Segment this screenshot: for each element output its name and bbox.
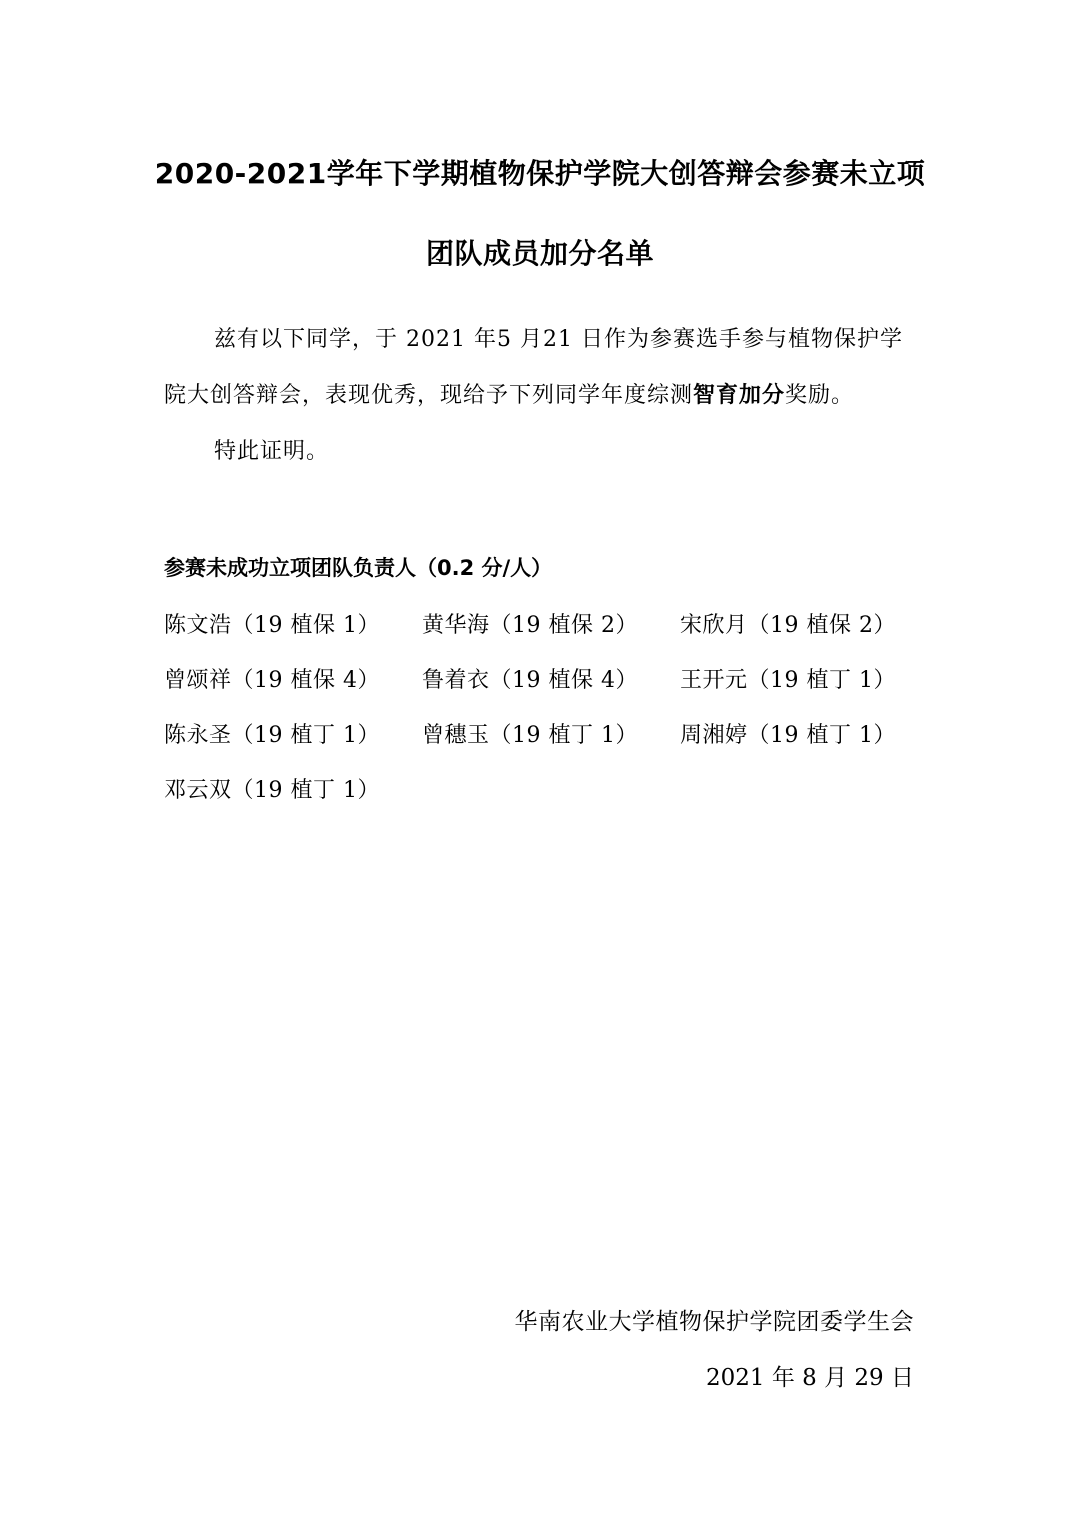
intro-paragraph [164,312,924,424]
member-item: 陈文浩（19 植保 1） [164,613,380,638]
issue-date: 2021 年 8 月 29 日 [706,1365,914,1391]
member-item: 鲁着衣（19 植保 4） [422,668,638,693]
intro-text-part1: 兹有以下同学，于 2021 年5 月21 日作为参赛选手参与植物保护学院大创答辩会，表现优秀，现给予下列同学年度综测 [164,327,903,408]
member-item: 王开元（19 植丁 1） [680,668,896,693]
member-item: 周湘婷（19 植丁 1） [680,723,896,748]
certification-text: 特此证明。 [214,439,330,464]
document-title-line1: 2020-2021学年下学期植物保护学院大创答辩会参赛未立项 [154,157,926,190]
member-item: 曾穗玉（19 植丁 1） [422,723,638,748]
section-heading: 参赛未成功立项团队负责人（0.2 分/人） [164,556,553,580]
member-item: 邓云双（19 植丁 1） [164,778,380,803]
document-title-line2: 团队成员加分名单 [425,237,654,270]
member-item: 黄华海（19 植保 2） [422,613,638,638]
member-list [164,598,924,818]
member-item: 陈永圣（19 植丁 1） [164,723,380,748]
intro-emphasis: 智育加分 [693,383,786,408]
issuer-signature: 华南农业大学植物保护学院团委学生会 [514,1309,914,1335]
intro-text-part2: 奖励。 [785,383,855,408]
member-item: 曾颂祥（19 植保 4） [164,668,380,693]
member-item: 宋欣月（19 植保 2） [680,613,896,638]
